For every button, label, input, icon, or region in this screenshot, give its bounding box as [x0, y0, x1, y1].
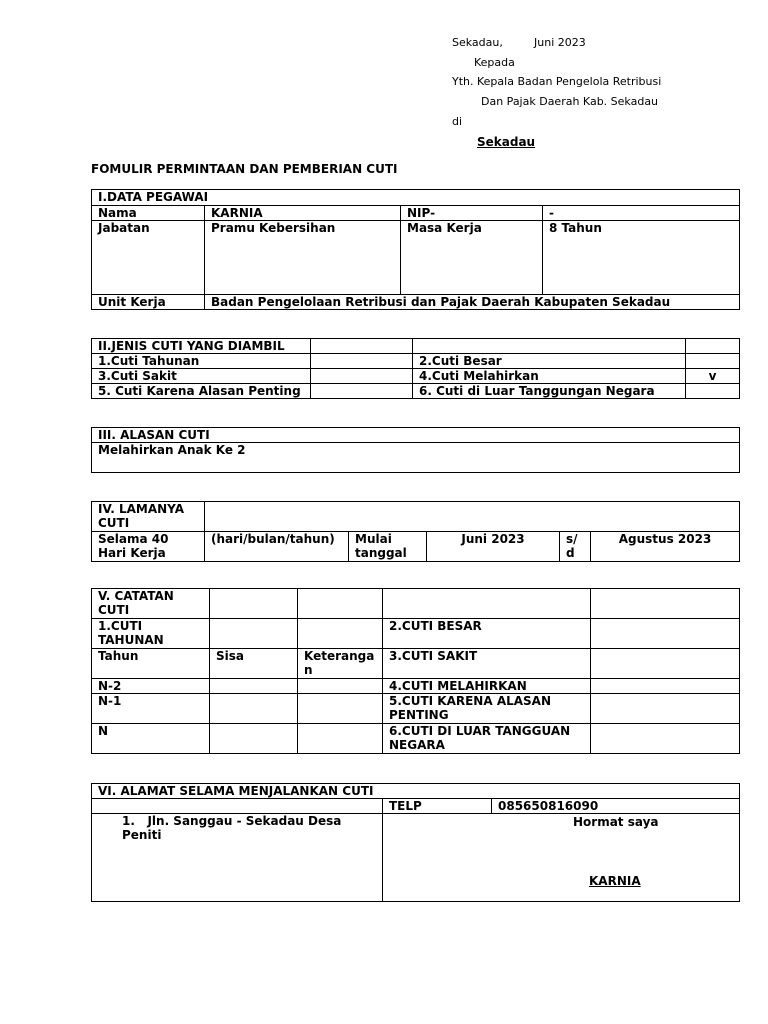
letter-di: di: [452, 115, 463, 128]
unit-kerja-label: Unit Kerja: [92, 295, 205, 310]
section4-heading: IV. LAMANYA CUTI: [92, 502, 205, 532]
letter-date: Juni 2023: [534, 36, 586, 49]
mulai-tanggal-label: Mulai tanggal: [349, 532, 427, 562]
section-alasan-cuti: [91, 427, 740, 473]
sampai-dengan-label: s/d: [560, 532, 591, 562]
section3-heading: III. ALASAN CUTI: [92, 428, 740, 443]
jabatan-label: Jabatan: [92, 221, 205, 295]
nama-value: KARNIA: [205, 206, 401, 221]
section1-heading: I.DATA PEGAWAI: [92, 190, 740, 206]
section2-heading: II.JENIS CUTI YANG DIAMBIL: [92, 339, 311, 354]
section-catatan-cuti: [91, 588, 740, 754]
nama-label: Nama: [92, 206, 205, 221]
letter-place: Sekadau,: [452, 36, 503, 49]
jenis-cuti-3: 3.Cuti Sakit: [92, 369, 311, 384]
tanggal-mulai: Juni 2023: [427, 532, 560, 562]
section-alamat-cuti: [91, 783, 740, 902]
row-tahun-n: N: [92, 724, 210, 754]
section-jenis-cuti: [91, 338, 740, 399]
row-tahun-n1: N-1: [92, 694, 210, 724]
cuti-tahunan-label: 1.CUTI TAHUNAN: [92, 619, 210, 649]
section5-heading: V. CATATAN CUTI: [92, 589, 210, 619]
catatan-cuti-luar-tanggungan: 6.CUTI DI LUAR TANGGUAN NEGARA: [383, 724, 591, 754]
catatan-cuti-melahirkan: 4.CUTI MELAHIRKAN: [383, 679, 591, 694]
jabatan-value: Pramu Kebersihan: [205, 221, 401, 295]
row-tahun-n2: N-2: [92, 679, 210, 694]
tanggal-selesai: Agustus 2023: [591, 532, 740, 562]
col-keterangan-header: Keterangan: [298, 649, 383, 679]
jenis-cuti-2: 2.Cuti Besar: [413, 354, 686, 369]
telp-value: 085650816090: [492, 799, 740, 814]
signature-box: [383, 814, 740, 902]
jenis-cuti-4: 4.Cuti Melahirkan: [413, 369, 686, 384]
nip-value: -: [543, 206, 740, 221]
jenis-cuti-1: 1.Cuti Tahunan: [92, 354, 311, 369]
alamat-cuti-text: Jln. Sanggau - Sekadau Desa Peniti: [122, 814, 342, 842]
jenis-cuti-mark: v: [686, 369, 740, 384]
nip-label: NIP-: [401, 206, 543, 221]
signer-name: KARNIA: [589, 874, 641, 888]
section-data-pegawai: [91, 189, 740, 310]
section-lamanya-cuti: [91, 501, 740, 562]
letter-city: Sekadau: [477, 135, 536, 149]
form-title: FOMULIR PERMINTAAN DAN PEMBERIAN CUTI: [91, 162, 398, 176]
alamat-cuti: 1. Jln. Sanggau - Sekadau Desa Peniti: [92, 814, 383, 902]
jenis-cuti-6: 6. Cuti di Luar Tanggungan Negara: [413, 384, 686, 399]
satuan-cuti: (hari/bulan/tahun): [205, 532, 349, 562]
recipient-line1: Yth. Kepala Badan Pengelola Retribusi: [452, 75, 662, 88]
jenis-cuti-5: 5. Cuti Karena Alasan Penting: [92, 384, 311, 399]
catatan-cuti-sakit: 3.CUTI SAKIT: [383, 649, 591, 679]
masa-kerja-label: Masa Kerja: [401, 221, 543, 295]
alasan-cuti-value: Melahirkan Anak Ke 2: [92, 443, 740, 473]
telp-label: TELP: [383, 799, 492, 814]
closing-text: Hormat saya: [573, 815, 659, 829]
recipient-line2: Dan Pajak Daerah Kab. Sekadau: [481, 95, 659, 108]
section6-heading: VI. ALAMAT SELAMA MENJALANKAN CUTI: [92, 784, 740, 799]
masa-kerja-value: 8 Tahun: [543, 221, 740, 295]
durasi-cuti: Selama 40 Hari Kerja: [92, 532, 205, 562]
col-sisa-header: Sisa: [210, 649, 298, 679]
unit-kerja-value: Badan Pengelolaan Retribusi dan Pajak Daerah Kabupaten Sekadau: [205, 295, 740, 310]
letter-to: Kepada: [474, 56, 515, 69]
catatan-cuti-alasan-penting: 5.CUTI KARENA ALASAN PENTING: [383, 694, 591, 724]
col-tahun-header: Tahun: [92, 649, 210, 679]
catatan-cuti-besar: 2.CUTI BESAR: [383, 619, 591, 649]
